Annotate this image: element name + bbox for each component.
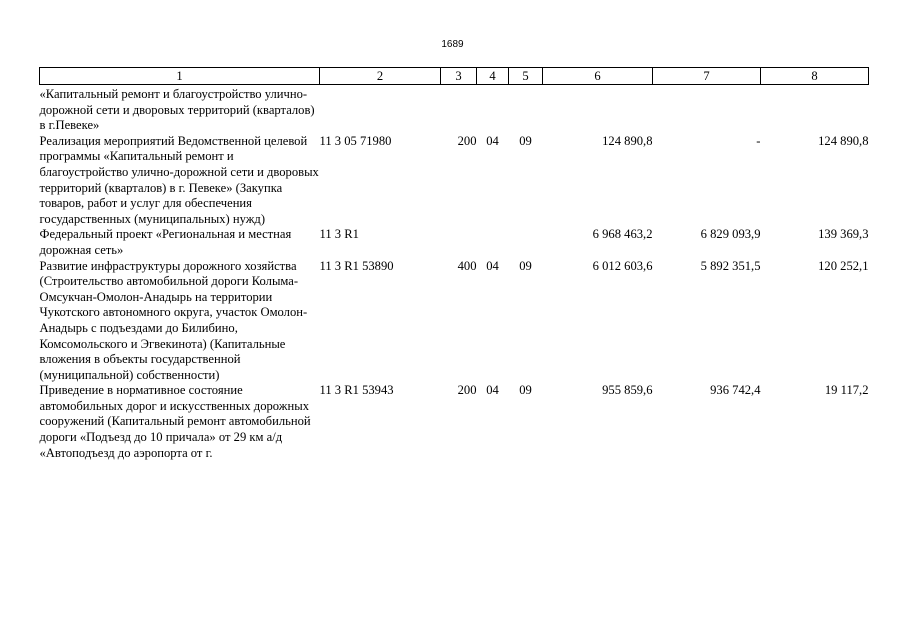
row-c5: 09 xyxy=(519,133,532,148)
row-name: Федеральный проект «Региональная и местная дорожная сеть» xyxy=(39,227,292,257)
row-code: 11 3 R1 53943 xyxy=(319,383,394,398)
row-c6: 6 968 463,2 xyxy=(592,227,653,242)
row-c8: 139 369,3 xyxy=(818,227,869,242)
table-row xyxy=(40,259,869,384)
row-c3 xyxy=(441,227,477,258)
row-c4: 04 xyxy=(486,133,499,148)
row-c7 xyxy=(653,85,761,134)
row-c6: 955 859,6 xyxy=(602,383,653,398)
table-header-row xyxy=(40,68,869,85)
row-c7: 5 892 351,5 xyxy=(700,258,761,273)
row-c8: 120 252,1 xyxy=(818,258,869,273)
column-header: 2 xyxy=(320,68,441,85)
column-header: 8 xyxy=(761,68,869,85)
table-row xyxy=(40,85,869,134)
row-c3: 200 xyxy=(457,133,477,148)
column-header: 4 xyxy=(477,68,509,85)
row-c3 xyxy=(441,85,477,134)
column-header: 3 xyxy=(441,68,477,85)
row-c7: 6 829 093,9 xyxy=(700,227,761,242)
column-header: 6 xyxy=(543,68,653,85)
page-number: 1689 xyxy=(441,39,464,50)
row-c7: 936 742,4 xyxy=(710,383,761,398)
row-c5: 09 xyxy=(519,258,532,273)
table-row xyxy=(40,227,869,258)
row-c5 xyxy=(509,227,543,258)
row-c4: 04 xyxy=(486,258,499,273)
row-c7: - xyxy=(756,133,761,148)
column-header: 5 xyxy=(509,68,543,85)
row-code: 11 3 R1 xyxy=(319,227,359,242)
column-header: 1 xyxy=(40,68,320,85)
row-c8: 19 117,2 xyxy=(824,383,869,398)
row-name: Реализация мероприятий Ведомственной целевой программы «Капитальный ремонт и благоустройство улично-дорожной сети и дворовых территорий (кварталов) в г. Певеке» (Закупка товаров, работ и услуг для обеспечения государственных (муниципальных) нужд) xyxy=(39,133,319,226)
row-c5: 09 xyxy=(519,383,532,398)
column-header: 7 xyxy=(653,68,761,85)
table-row xyxy=(40,134,869,228)
row-c3: 400 xyxy=(457,258,477,273)
row-c6: 124 890,8 xyxy=(602,133,653,148)
row-c4: 04 xyxy=(486,383,499,398)
row-c5 xyxy=(509,85,543,134)
row-c3: 200 xyxy=(457,383,477,398)
table-row xyxy=(40,383,869,461)
row-c8: 124 890,8 xyxy=(818,133,869,148)
row-name: «Капитальный ремонт и благоустройство улично-дорожной сети и дворовых территорий (кварталов) в г.Певеке» xyxy=(39,87,315,133)
row-c8 xyxy=(761,85,869,134)
row-code: 11 3 R1 53890 xyxy=(319,258,394,273)
row-c4 xyxy=(477,85,509,134)
row-c4 xyxy=(477,227,509,258)
budget-table xyxy=(39,67,869,461)
row-name: Приведение в нормативное состояние автомобильных дорог и искусственных дорожных сооружений (Капитальный ремонт автомобильной дороги «Подъезд до 10 причала» от 29 км а/д «Автоподъезд до аэропорта от г. xyxy=(39,383,311,460)
row-code xyxy=(320,85,441,134)
row-name: Развитие инфраструктуры дорожного хозяйства (Строительство автомобильной дороги Колыма-Омсукчан-Омолон-Анадырь на территории Чукотского автономного округа, участок Омолон-Анадырь с подъездами до Билибино, Комсомольского и Эгвекинота) (Капитальные вложения в объекты государственной (муниципальной) собственности) xyxy=(39,258,308,382)
row-code: 11 3 05 71980 xyxy=(319,133,392,148)
row-c6: 6 012 603,6 xyxy=(592,258,653,273)
row-c6 xyxy=(543,85,653,134)
